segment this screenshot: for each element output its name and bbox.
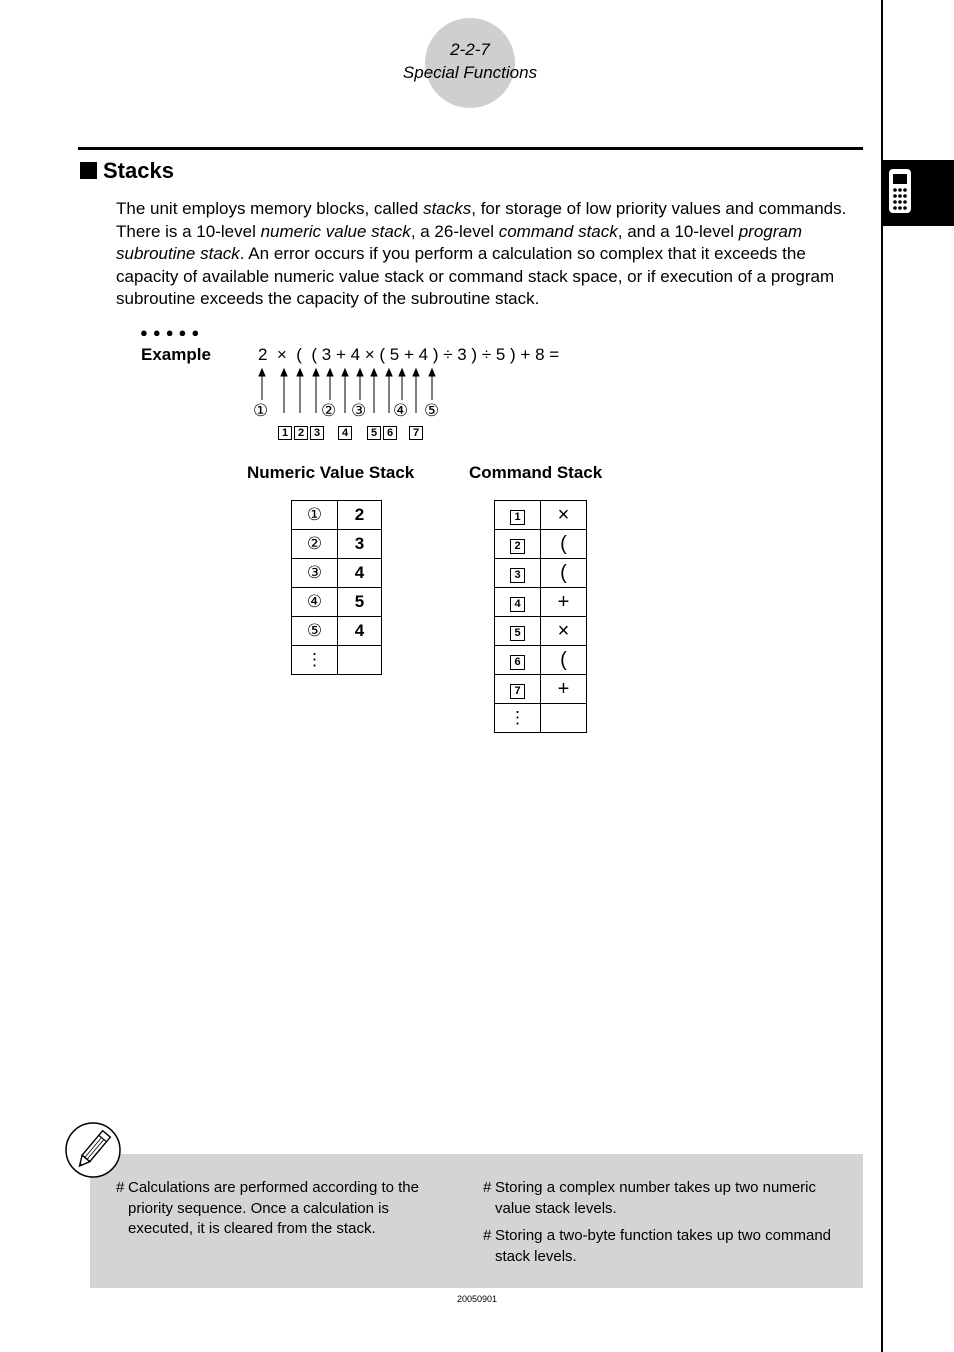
page-number: 2-2-7 bbox=[450, 40, 490, 59]
stack-value: × bbox=[541, 617, 587, 646]
stack-value bbox=[338, 646, 382, 675]
stack-value: + bbox=[541, 675, 587, 704]
footer-code: 20050901 bbox=[456, 1294, 498, 1304]
stack-level bbox=[495, 501, 541, 530]
note-right-1: # Storing a complex number takes up two numeric value stack levels. bbox=[483, 1179, 816, 1217]
stack-level: ④ bbox=[292, 588, 338, 617]
stack-level: ⑤ bbox=[292, 617, 338, 646]
table-row bbox=[495, 704, 587, 733]
table-row bbox=[292, 501, 382, 530]
stack-value: 5 bbox=[338, 588, 382, 617]
marker-command-6: 6 bbox=[383, 426, 397, 440]
table-row bbox=[292, 617, 382, 646]
stack-level: ⋮ bbox=[495, 704, 541, 733]
level-box: 3 bbox=[510, 568, 525, 583]
note-right-2: # Storing a two-byte function takes up two command stack levels. bbox=[483, 1227, 832, 1265]
marker-numeric-3: ③ bbox=[351, 401, 367, 420]
stack-level bbox=[495, 617, 541, 646]
table-row bbox=[495, 675, 587, 704]
table-row bbox=[495, 617, 587, 646]
stack-level bbox=[495, 530, 541, 559]
stack-level bbox=[495, 588, 541, 617]
stack-level bbox=[495, 646, 541, 675]
example-expression: 2 × ( ( 3 + 4 × ( 5 + 4 ) ÷ 3 ) ÷ 5 ) + 8 = bbox=[258, 345, 560, 364]
stack-value: × bbox=[541, 501, 587, 530]
stack-value: ( bbox=[541, 530, 587, 559]
table-row bbox=[495, 501, 587, 530]
level-box: 7 bbox=[510, 684, 525, 699]
stack-level bbox=[495, 559, 541, 588]
stack-level: ② bbox=[292, 530, 338, 559]
marker-numeric-1: ① bbox=[253, 401, 269, 420]
stack-level: ⋮ bbox=[292, 646, 338, 675]
pencil-icon bbox=[64, 1121, 122, 1179]
section-title: Stacks bbox=[103, 158, 174, 183]
section-rule bbox=[78, 147, 863, 150]
example-label: Example bbox=[141, 345, 211, 364]
chapter-tab bbox=[882, 160, 954, 226]
note-left-1: # Calculations are performed according to the priority sequence. Once a calculation is executed, it is cleared from the stack. bbox=[116, 1179, 419, 1237]
table-row bbox=[495, 559, 587, 588]
example-dots: ●●●●● bbox=[140, 325, 205, 340]
level-box: 2 bbox=[510, 539, 525, 554]
numeric-stack-table bbox=[291, 500, 382, 675]
stack-value bbox=[541, 704, 587, 733]
calculator-icon bbox=[888, 168, 912, 214]
level-box: 1 bbox=[510, 510, 525, 525]
section-bullet-icon bbox=[80, 162, 97, 179]
level-box: 5 bbox=[510, 626, 525, 641]
stack-level bbox=[495, 675, 541, 704]
stack-value: ( bbox=[541, 646, 587, 675]
marker-command-1: 1 bbox=[278, 426, 292, 440]
marker-command-4: 4 bbox=[338, 426, 352, 440]
body-paragraph: The unit employs memory blocks, called stacks, for storage of low priority values and commands. There is a 10-level numeric value stack, a 26-level command stack, and a 10-level program subroutine stack. An error occurs if you perform a calculation so complex that it exceeds the capacity of available numeric value stack or command stack space, or if execution of a program subroutine exceeds the capacity of the subroutine stack. bbox=[116, 199, 847, 308]
marker-command-5: 5 bbox=[367, 426, 381, 440]
level-box: 4 bbox=[510, 597, 525, 612]
command-stack-heading: Command Stack bbox=[469, 463, 603, 482]
stack-level: ① bbox=[292, 501, 338, 530]
table-row bbox=[292, 646, 382, 675]
stack-value: + bbox=[541, 588, 587, 617]
numeric-stack-heading: Numeric Value Stack bbox=[247, 463, 415, 482]
stack-value: 4 bbox=[338, 559, 382, 588]
arrows-diagram bbox=[250, 368, 450, 413]
table-row bbox=[495, 588, 587, 617]
marker-numeric-2: ② bbox=[321, 401, 337, 420]
stack-value: 4 bbox=[338, 617, 382, 646]
stack-value: 3 bbox=[338, 530, 382, 559]
marker-numeric-5: ⑤ bbox=[424, 401, 440, 420]
stack-value: 2 bbox=[338, 501, 382, 530]
level-box: 6 bbox=[510, 655, 525, 670]
marker-command-3: 3 bbox=[310, 426, 324, 440]
chapter-title: Special Functions bbox=[402, 63, 538, 82]
command-stack-table bbox=[494, 500, 587, 733]
table-row bbox=[292, 530, 382, 559]
marker-command-2: 2 bbox=[294, 426, 308, 440]
table-row bbox=[495, 646, 587, 675]
stack-value: ( bbox=[541, 559, 587, 588]
table-row bbox=[495, 530, 587, 559]
marker-numeric-4: ④ bbox=[393, 401, 409, 420]
stack-level: ③ bbox=[292, 559, 338, 588]
table-row bbox=[292, 588, 382, 617]
marker-command-7: 7 bbox=[409, 426, 423, 440]
table-row bbox=[292, 559, 382, 588]
